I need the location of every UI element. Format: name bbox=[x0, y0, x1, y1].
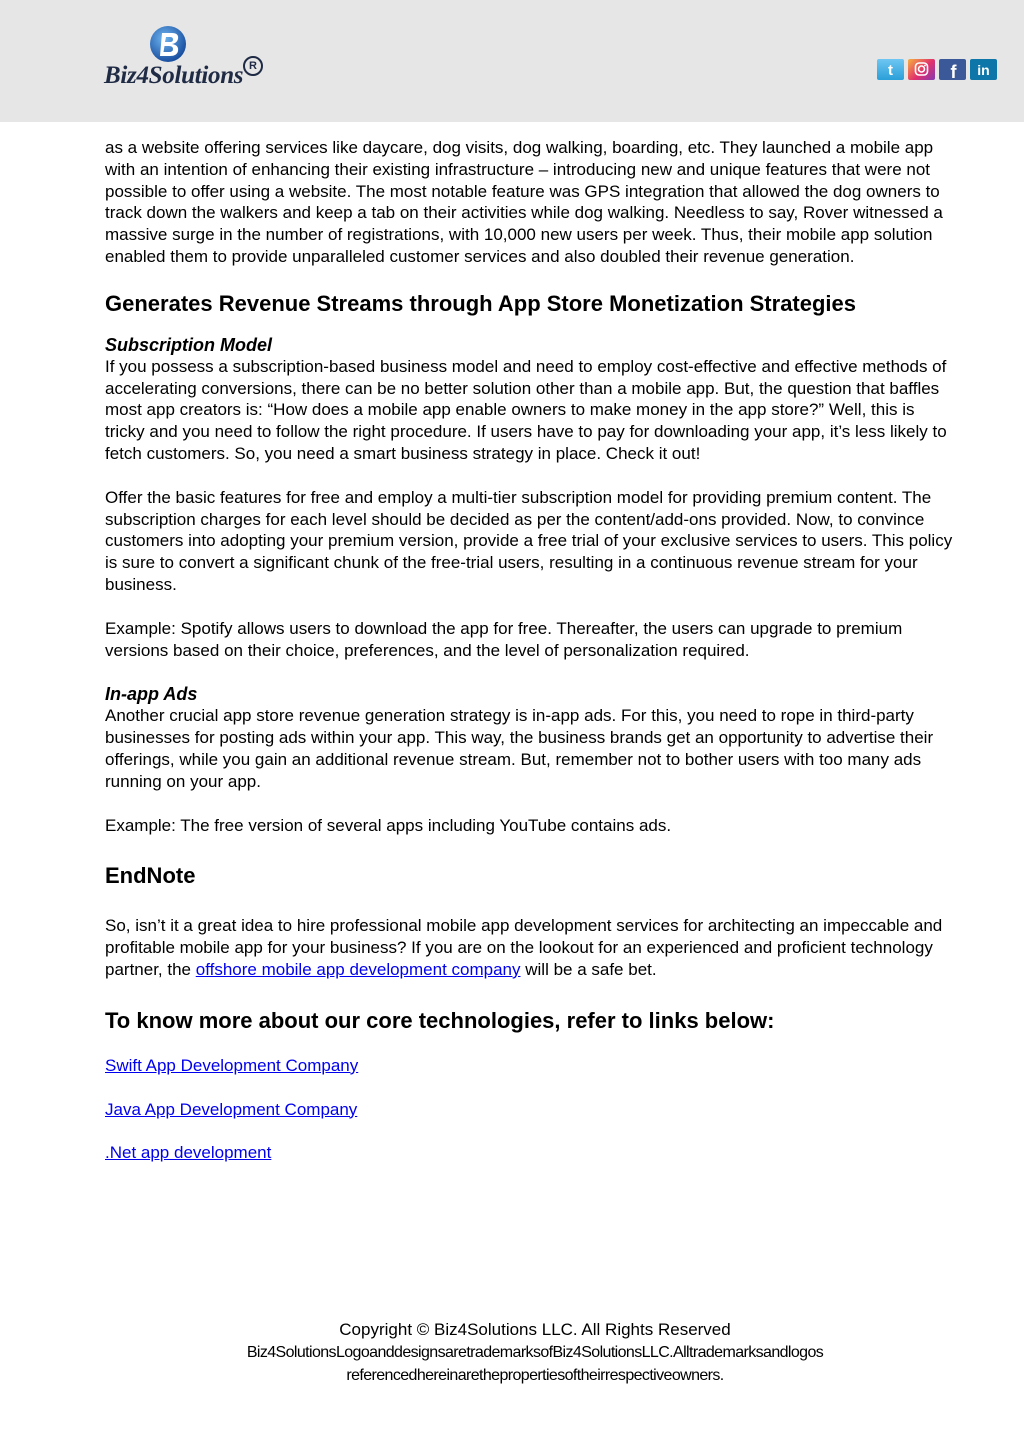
svg-text:f: f bbox=[950, 62, 957, 80]
twitter-icon[interactable] bbox=[877, 59, 904, 80]
subscription-paragraph-1: If you possess a subscription-based business model and need to employ cost-effective and effective methods of accelerating conversions, there can be no better solution other than a mobile app. But, the question that baffles most app creators is: “How does a mobile app enable owners to make money in the app store?” Well, this is tricky and you need to follow the right procedure. If users have to pay for downloading your app, it’s less likely to fetch customers. So, you need a smart business strategy in place. Check it out! bbox=[105, 356, 947, 463]
svg-text:t: t bbox=[888, 62, 893, 79]
endnote-text-before: So, isn’t it a great idea to hire professional mobile app development services for architecting an impeccable and profitable mobile app for your business? If you are on the lookout for an experienced and proficient technology partner, the bbox=[105, 916, 943, 979]
intro-paragraph: as a website offering services like daycare, dog visits, dog walking, boarding, etc. They launched a mobile app with an intention of enhancing their existing infrastructure – introducing new and unique features that were not possible to offer using a website. The most notable feature was GPS integration that allowed the dog owners to track down the walkers and keep a tab on their activities while dog walking. Needless to say, Rover witnessed a massive surge in the number of registrations, with 10,000 new users per week. Thus, their mobile app solution enabled them to provide unparalleled customer services and also doubled their revenue generation. bbox=[105, 138, 943, 266]
copyright-line: Copyright © Biz4Solutions LLC. All Rights Reserved bbox=[339, 1320, 731, 1339]
links-heading: To know more about our core technologies, refer to links below: bbox=[105, 1007, 775, 1033]
company-logo[interactable] bbox=[104, 24, 264, 94]
linkedin-icon[interactable] bbox=[970, 59, 997, 80]
inapp-example: Example: The free version of several apps including YouTube contains ads. bbox=[105, 815, 672, 835]
page-footer bbox=[0, 1318, 1024, 1387]
social-links bbox=[877, 59, 997, 80]
subscription-subheading: Subscription Model bbox=[105, 334, 273, 355]
document-body bbox=[105, 137, 955, 1164]
registered-mark: R bbox=[243, 56, 263, 76]
logo-wordmark: Biz4Solutions bbox=[104, 62, 244, 89]
inapp-subheading: In-app Ads bbox=[105, 684, 198, 705]
subscription-paragraph-2: Offer the basic features for free and employ a multi-tier subscription model for providing premium content. The subscription charges for each level should be decided as per the content/add-ons provided. Now, to convince customers into adopting your premium version, provide a free trial of your exclusive services to users. This policy is sure to convert a significant chunk of the free-trial users, resulting in a continuous revenue stream for your business. bbox=[105, 487, 953, 594]
endnote-heading: EndNote bbox=[105, 863, 196, 889]
page-header bbox=[0, 0, 1024, 122]
subscription-example: Example: Spotify allows users to download the app for free. Thereafter, the users can upgrade to premium versions based on their choice, preferences, and the level of personalization required. bbox=[105, 618, 903, 660]
logo-b-icon bbox=[148, 24, 188, 64]
trademark-line-2: referencedhereinarethepropertiesoftheirrespectiveowners. bbox=[346, 1367, 724, 1384]
java-link[interactable]: Java App Development Company bbox=[105, 1099, 358, 1119]
endnote-text-after: will be a safe bet. bbox=[520, 959, 657, 979]
offshore-company-link[interactable]: offshore mobile app development company bbox=[195, 959, 521, 979]
trademark-line-1: Biz4SolutionsLogoanddesignsaretrademarksofBiz4SolutionsLLC.Alltrademarksandlogos bbox=[246, 1344, 824, 1361]
swift-link[interactable]: Swift App Development Company bbox=[105, 1055, 359, 1075]
facebook-icon[interactable] bbox=[939, 59, 966, 80]
endnote-paragraph bbox=[105, 915, 955, 980]
inapp-paragraph: Another crucial app store revenue generation strategy is in-app ads. For this, you need to rope in third-party businesses for posting ads within your app. This way, the business brands get an opportunity to advertise their offerings, while you gain an additional revenue stream. But, remember not to bother users with too many ads running on your app. bbox=[105, 706, 934, 791]
revenue-heading: Generates Revenue Streams through App Store Monetization Strategies bbox=[105, 290, 857, 316]
svg-text:in: in bbox=[977, 62, 990, 78]
instagram-icon[interactable] bbox=[908, 59, 935, 80]
dotnet-link[interactable]: .Net app development bbox=[105, 1143, 272, 1163]
